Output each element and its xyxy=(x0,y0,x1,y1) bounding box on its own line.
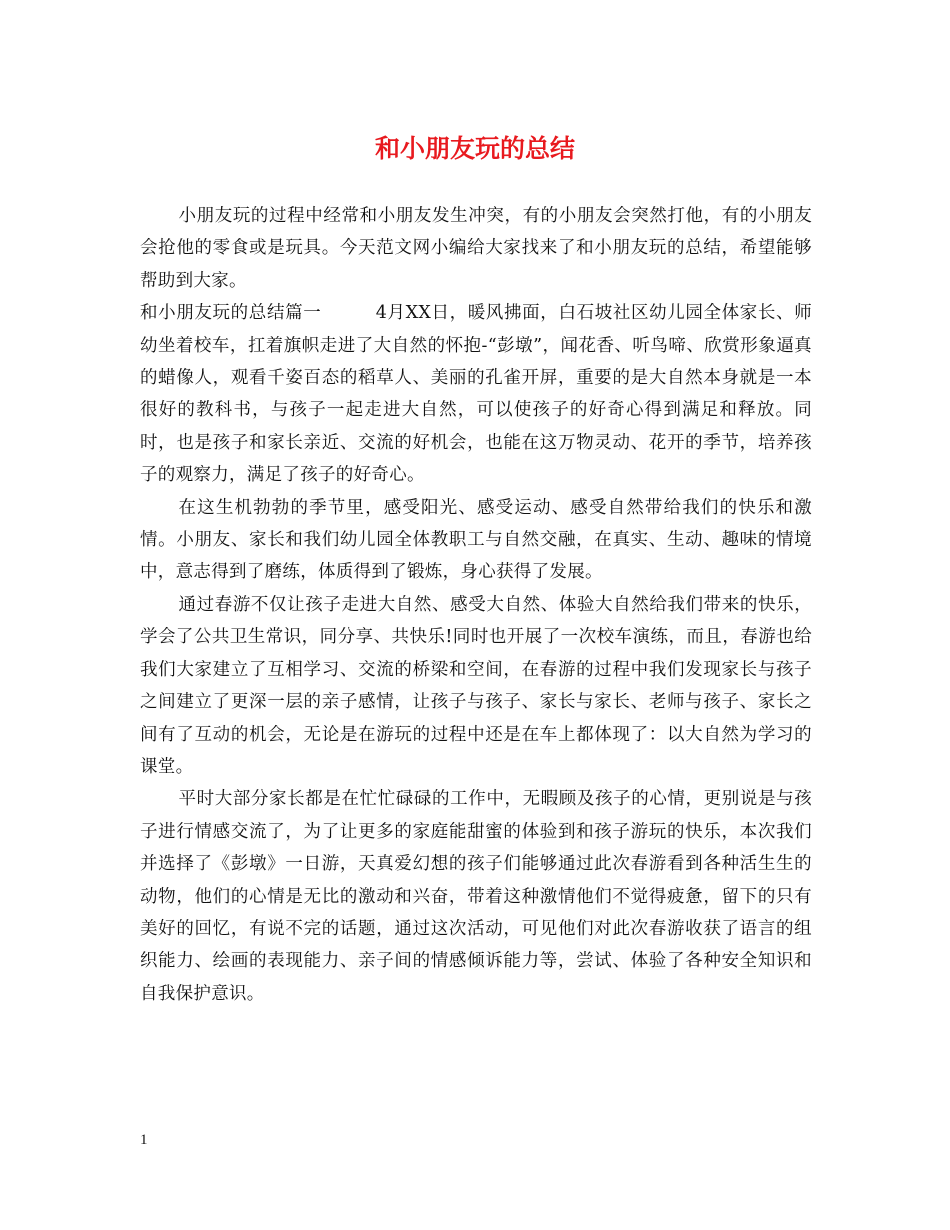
page-number: 1 xyxy=(140,1132,148,1148)
body-paragraph-season: 在这生机勃勃的季节里，感受阳光、感受运动、感受自然带给我们的快乐和激情。小朋友、家长和我们幼儿园全体教职工与自然交融，在真实、生动、趣味的情境中，意志得到了磨练，体质得到了锻炼，身心获得了发展。 xyxy=(140,497,812,583)
section-one-paragraph: 和小朋友玩的总结篇一 4月XX日，暖风拂面，白石坡社区幼儿园全体家长、师幼坐着校车，扛着旗帜走进了大自然的怀抱-“彭墩”，闻花香、听鸟啼、欣赏形象逼真的蜡像人，观看千姿百态的稻草人、美丽的孔雀开屏，重要的是大自然本身就是一本很好的教科书，与孩子一起走进大自然，可以使孩子的好奇心得到满足和释放。同时，也是孩子和家长亲近、交流的好机会，也能在这万物灵动、花开的季节，培养孩子的观察力，满足了孩子的好奇心。 xyxy=(140,303,812,486)
document-body xyxy=(140,200,812,1010)
document-title: 和小朋友玩的总结 xyxy=(374,134,575,163)
body-paragraph-spring-outing: 通过春游不仅让孩子走进大自然、感受大自然、体验大自然给我们带来的快乐，学会了公共卫生常识，同分享、共快乐!同时也开展了一次校车演练，而且，春游也给我们大家建立了互相学习、交流的桥梁和空间，在春游的过程中我们发现家长与孩子之间建立了更深一层的亲子感情，让孩子与孩子、家长与家长、老师与孩子、家长之间有了互动的机会，无论是在游玩的过程中还是在车上都体现了：以大自然为学习的课堂。 xyxy=(140,594,812,777)
intro-paragraph: 小朋友玩的过程中经常和小朋友发生冲突，有的小朋友会突然打他，有的小朋友会抢他的零食或是玩具。今天范文网小编给大家找来了和小朋友玩的总结，希望能够帮助到大家。 xyxy=(140,206,812,291)
body-paragraph-parents: 平时大部分家长都是在忙忙碌碌的工作中，无暇顾及孩子的心情，更别说是与孩子进行情感交流了，为了让更多的家庭能甜蜜的体验到和孩子游玩的快乐，本次我们并选择了《彭墩》一日游，天真爱幻想的孩子们能够通过此次春游看到各种活生生的动物，他们的心情是无比的激动和兴奋，带着这种激情他们不觉得疲惫，留下的只有美好的回忆，有说不完的话题，通过这次活动，可见他们对此次春游收获了语言的组织能力、绘画的表现能力、亲子间的情感倾诉能力等，尝试、体验了各种安全知识和自我保护意识。 xyxy=(140,789,812,1004)
